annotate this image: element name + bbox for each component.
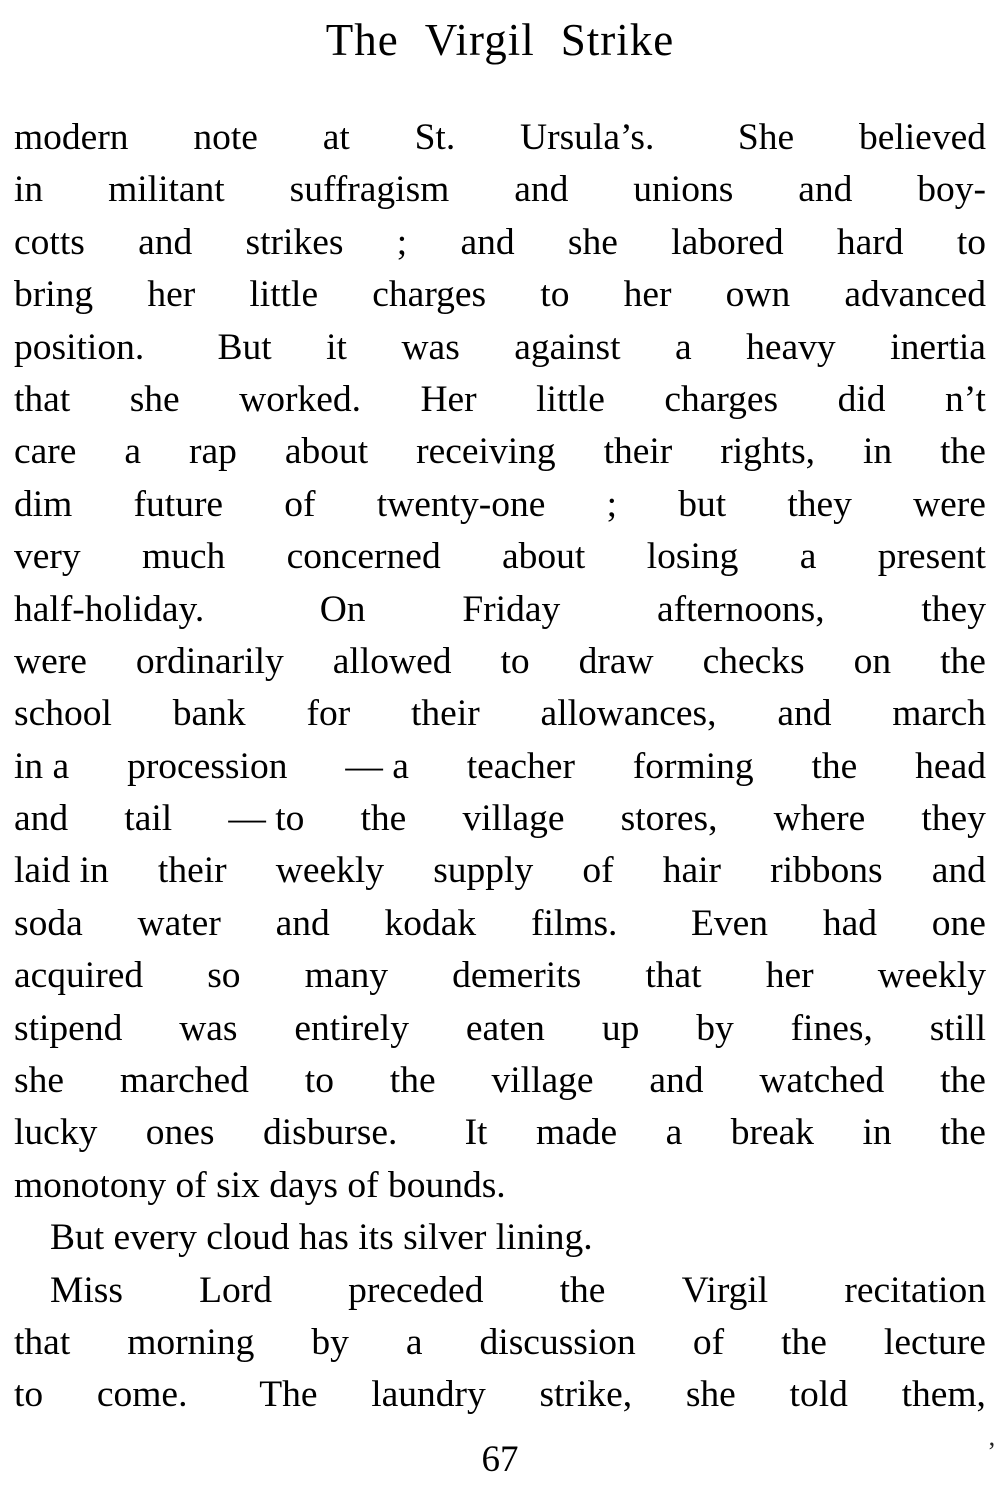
text-segment: boy- [917,169,986,211]
text-segment: rap [188,431,237,473]
text-line [14,793,986,845]
text-segment: she [129,378,180,420]
text-segment: own [725,274,791,316]
text-segment: where [773,798,866,840]
text-segment: acquired [14,955,144,997]
text-segment: they [787,483,852,525]
text-segment: and [798,169,853,211]
text-segment: Friday [462,588,561,630]
running-head-word: The [325,15,399,65]
text-segment: march [892,693,986,735]
text-segment: laid in [14,850,109,892]
text-segment: lecture [883,1321,986,1363]
text-segment: of [692,1321,725,1363]
text-segment: made [535,1112,618,1154]
text-segment: preceded [348,1269,484,1311]
text-segment: water [137,902,221,944]
page-number: 67 [481,1439,519,1480]
text-line [14,1265,986,1317]
text-segment: But every cloud has its silver lining. [50,1217,593,1259]
text-segment: they [921,798,986,840]
text-segment: charges [664,378,779,420]
text-segment: to [540,274,570,316]
text-segment: ones [145,1112,215,1154]
text-segment: weekly [877,955,986,997]
text-segment: rights, [720,431,816,473]
text-segment: present [877,536,986,578]
text-segment: demerits [452,955,582,997]
text-segment: she [685,1374,736,1416]
text-segment: and [649,1060,704,1102]
text-segment: — a [345,745,409,787]
text-segment: monotony of six days of bounds. [14,1164,506,1206]
text-segment: of [582,850,614,892]
text-segment: her [623,274,672,316]
text-segment: the [940,640,986,682]
text-segment: and [514,169,569,211]
text-segment: dim [14,483,73,525]
text-segment: she [14,1060,64,1102]
text-segment: little [536,378,605,420]
text-segment: believed [858,117,986,158]
text-segment: lucky [14,1112,98,1154]
text-segment: the [940,1060,986,1102]
text-segment: and [931,850,986,892]
text-segment: watched [759,1060,885,1102]
text-segment: that [14,378,71,420]
text-segment: to [956,221,986,263]
text-line [14,322,986,374]
text-segment: their [603,431,673,473]
text-segment: her [765,955,814,997]
text-segment: a [405,1321,423,1363]
text-segment: modern [14,117,129,158]
text-segment: position. [14,326,145,368]
text-segment: come. [96,1374,188,1416]
text-segment: was [179,1007,238,1049]
text-line [14,479,986,531]
edge-artifact-mark: ’ [987,1437,996,1466]
text-segment: morning [127,1321,255,1363]
text-segment: village [462,798,565,840]
text-segment: inertia [890,326,986,368]
text-segment: her [147,274,196,316]
text-segment: stipend [14,1007,123,1049]
text-segment: and [138,221,193,263]
text-segment: suffragism [289,169,450,211]
text-segment: up [601,1007,640,1049]
text-segment: labored [671,221,784,263]
text-line [14,164,986,216]
text-segment: by [311,1321,349,1363]
text-segment: note [193,117,258,158]
text-segment: head [915,745,986,787]
text-segment: of [284,483,316,525]
text-segment: receiving [416,431,556,473]
text-segment: It [445,1112,488,1154]
text-segment: the [559,1269,606,1311]
text-segment: charges [372,274,487,316]
text-segment: bring [14,274,94,316]
text-segment: were [913,483,986,525]
text-segment: future [133,483,224,525]
text-segment: teacher [466,745,575,787]
text-segment: ribbons [770,850,883,892]
text-segment: The [241,1374,318,1416]
text-segment: procession [127,745,288,787]
text-segment: St. [414,117,456,158]
text-segment: stores, [620,798,718,840]
text-segment: still [929,1007,986,1049]
text-line [14,741,986,793]
text-segment: in [863,431,893,473]
text-segment: advanced [844,274,986,316]
text-segment: their [411,693,480,735]
text-segment: films. [530,902,618,944]
text-segment: for [306,693,351,735]
text-line [14,374,986,426]
text-segment: Miss [50,1269,123,1311]
text-segment: militant [108,169,225,211]
text-segment: hair [662,850,722,892]
text-segment: n’t [944,378,986,420]
book-page [0,14,1000,1503]
text-segment: Her [420,378,477,420]
text-line [14,1003,986,1055]
text-segment: worked. [239,378,361,420]
text-segment: very [14,536,81,578]
text-segment: concerned [286,536,441,578]
text-segment: draw [578,640,654,682]
text-segment: about [502,536,586,578]
text-line [14,1212,986,1264]
text-segment: to [500,640,530,682]
text-segment: was [401,326,460,368]
text-segment: many [304,955,388,997]
text-line [14,584,986,636]
text-segment: care [14,431,77,473]
text-segment: hard [836,221,904,263]
text-segment: to [304,1060,334,1102]
text-line [14,1055,986,1107]
text-segment: she [567,221,618,263]
text-segment: the [389,1060,436,1102]
text-segment: — to [228,798,305,840]
text-segment: Ursula’s. [520,117,655,158]
text-segment: discussion [479,1321,636,1363]
text-segment: to [14,1374,44,1416]
text-segment: a [124,431,142,473]
text-line [14,112,986,164]
text-segment: so [207,955,241,997]
text-segment: afternoons, [656,588,825,630]
text-segment: much [141,536,226,578]
text-line [14,1160,986,1212]
text-segment: weekly [275,850,385,892]
text-segment: the [811,745,858,787]
text-line [14,688,986,740]
text-segment: village [491,1060,594,1102]
text-segment: checks [702,640,805,682]
text-segment: a [799,536,817,578]
text-segment: laundry [371,1374,486,1416]
text-segment: ; [606,483,618,525]
text-segment: a [675,326,692,368]
running-head-word: Strike [560,15,675,65]
text-segment: against [514,326,621,368]
text-segment: losing [646,536,739,578]
text-segment: it [326,326,347,368]
running-head [0,14,1000,66]
text-line [14,426,986,478]
text-segment: in a [14,745,70,787]
text-segment: and [777,693,832,735]
text-segment: twenty-one [376,483,546,525]
text-line [14,1107,986,1159]
text-segment: the [940,431,986,473]
text-segment: the [940,1112,986,1154]
text-line [14,636,986,688]
text-segment: marched [119,1060,249,1102]
text-segment: little [249,274,319,316]
text-segment: half-holiday. [14,588,205,630]
text-segment: the [360,798,407,840]
text-segment: by [696,1007,734,1049]
text-segment: fines, [790,1007,873,1049]
text-line [14,1369,986,1421]
text-segment: did [837,378,886,420]
text-segment: Lord [199,1269,272,1311]
text-segment: told [789,1374,848,1416]
text-segment: a [665,1112,683,1154]
text-segment: them, [901,1374,986,1416]
text-segment: about [284,431,369,473]
text-segment: but [678,483,727,525]
text-segment: allowed [332,640,452,682]
text-segment: tail [124,798,173,840]
text-segment: at [322,117,350,158]
text-segment: cotts [14,221,85,263]
text-segment: eaten [465,1007,545,1049]
text-segment: heavy [746,326,836,368]
text-segment: and [14,798,69,840]
text-segment: one [931,902,986,944]
text-line [14,1317,986,1369]
text-segment: On [300,588,366,630]
text-segment: Even [672,902,769,944]
text-segment: entirely [294,1007,409,1049]
text-segment: that [14,1321,71,1363]
text-line [14,898,986,950]
text-segment: bank [172,693,246,735]
text-segment: they [921,588,986,630]
text-segment: the [781,1321,827,1363]
text-segment: and [460,221,515,263]
text-segment: disburse. [262,1112,398,1154]
text-segment: She [719,117,795,158]
text-segment: ordinarily [135,640,284,682]
text-segment: their [157,850,227,892]
text-line [14,845,986,897]
text-segment: in [862,1112,892,1154]
text-segment: that [645,955,702,997]
text-segment: in [14,169,44,211]
text-segment: school [14,693,112,735]
text-line [14,531,986,583]
text-segment: unions [633,169,734,211]
text-segment: ; [396,221,408,263]
text-segment: supply [433,850,534,892]
text-segment: strikes [245,221,344,263]
body-text [14,112,986,1422]
text-segment: soda [14,902,83,944]
text-segment: had [822,902,877,944]
text-segment: kodak [384,902,477,944]
text-segment: break [730,1112,814,1154]
text-segment: on [853,640,892,682]
text-line [14,269,986,321]
running-head-word: Virgil [424,15,535,65]
text-segment: forming [632,745,754,787]
text-segment: and [275,902,330,944]
text-segment: strike, [539,1374,633,1416]
text-segment: Virgil [681,1269,769,1311]
text-line [14,950,986,1002]
text-line [14,217,986,269]
text-segment: were [14,640,87,682]
text-segment: But [198,326,272,368]
text-segment: allowances, [540,693,717,735]
text-segment: recitation [844,1269,986,1311]
